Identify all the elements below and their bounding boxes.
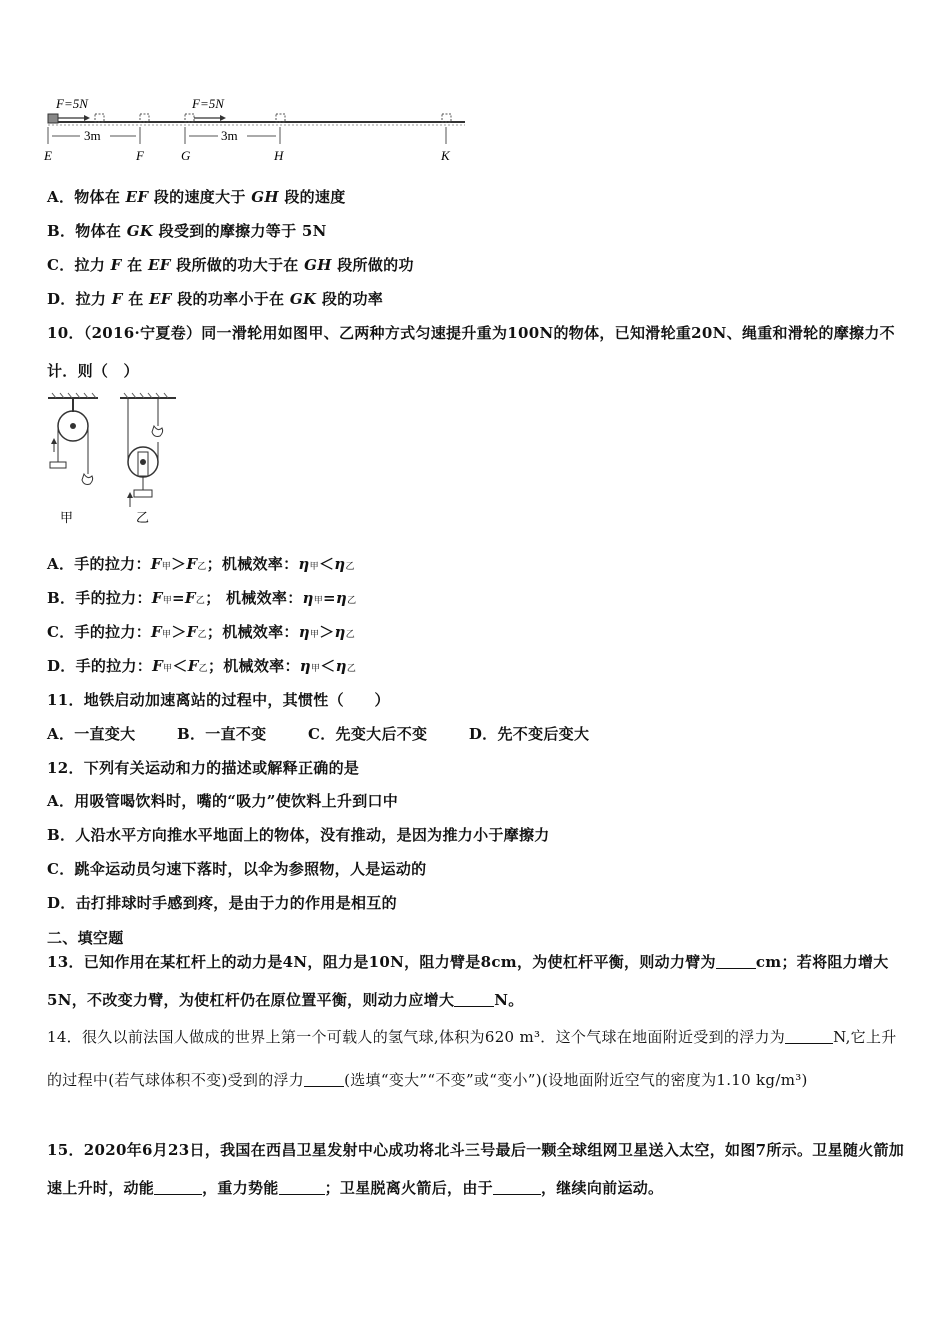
force-label-2: F=5N xyxy=(192,96,224,111)
point-h: H xyxy=(274,148,284,163)
q13: 13．已知作用在某杠杆上的动力是4N，阻力是10N，阻力臂是8cm，为使杠杆平衡，则动力臂为 cm；若将阻力增大5N，不改变力臂，为使杠杆仍在原位置平衡，则动力应增大 N。 xyxy=(47,953,889,1009)
q12-option-d: D．击打排球时手感到疼，是由于力的作用是相互的 xyxy=(47,894,397,912)
q10-option-d: D．手的拉力：F甲＜F乙；机械效率：η甲＜η乙 xyxy=(47,657,357,675)
q11-option-a: A．一直变大 xyxy=(47,725,136,743)
point-g: G xyxy=(181,148,191,163)
q15: 15．2020年6月23日，我国在西昌卫星发射中心成功将北斗三号最后一颗全球组网卫星送入太空，如图7所示。卫星随火箭加速上升时，动能 ，重力势能 ；卫星脱离火箭后，由于 ，继续向前运动。 xyxy=(47,1141,905,1197)
block-e xyxy=(48,114,58,123)
point-e: E xyxy=(44,148,52,163)
q10-option-c: C．手的拉力：F甲＞F乙；机械效率：η甲＞η乙 xyxy=(47,623,356,641)
section-heading: 二、填空题 xyxy=(47,929,124,947)
label-yi: 乙 xyxy=(136,510,150,525)
pulley-diagram xyxy=(44,392,184,530)
distance-label-1: 3m xyxy=(84,128,101,143)
force-label-1: F=5N xyxy=(56,96,88,111)
q12-option-c: C．跳伞运动员匀速下落时，以伞为参照物，人是运动的 xyxy=(47,860,427,878)
q11-option-b: B．一直不变 xyxy=(176,725,267,743)
q9-option-c: C．拉力 F 在 EF 段所做的功大于在 GH 段所做的功 xyxy=(47,256,414,274)
q11-options xyxy=(47,723,625,744)
q11-stem: 11．地铁启动加速离站的过程中，其惯性（ ） xyxy=(47,691,390,709)
point-k: K xyxy=(441,148,450,163)
q14: 14．很久以前法国人做成的世界上第一个可载人的氢气球,体积为620 m³．这个气球在地面附近受到的浮力为 N,它上升的过程中(若气球体积不变)受到的浮力 (选填“变大”“不变”或“变小”)(设地面附近空气的密度为1.10 kg/m³) xyxy=(47,1028,897,1089)
q12-option-a: A．用吸管喝饮料时，嘴的“吸力”使饮料上升到口中 xyxy=(47,792,399,810)
q12-stem: 12．下列有关运动和力的描述或解释正确的是 xyxy=(47,759,360,777)
q12-option-b: B．人沿水平方向推水平地面上的物体，没有推动，是因为推力小于摩擦力 xyxy=(47,826,550,844)
q9-option-a: A．物体在 EF 段的速度大于 GH 段的速度 xyxy=(47,188,346,206)
point-f: F xyxy=(136,148,144,163)
q10-stem: 10．（2016·宁夏卷）同一滑轮用如图甲、乙两种方式匀速提升重为100N的物体，已知滑轮重20N、绳重和滑轮的摩擦力不计．则（ ） xyxy=(47,324,895,380)
q10-option-a: A．手的拉力：F甲＞F乙；机械效率：η甲＜η乙 xyxy=(47,555,355,573)
label-jia: 甲 xyxy=(60,510,74,525)
track-diagram xyxy=(40,92,470,164)
distance-label-2: 3m xyxy=(221,128,238,143)
q10-option-b: B．手的拉力：F甲=F乙； 机械效率：η甲=η乙 xyxy=(47,589,357,607)
q11-option-c: C．先变大后不变 xyxy=(308,725,428,743)
q11-option-d: D．先不变后变大 xyxy=(468,725,590,743)
q9-option-d: D．拉力 F 在 EF 段的功率小于在 GK 段的功率 xyxy=(47,290,384,308)
q9-option-b: B．物体在 GK 段受到的摩擦力等于 5N xyxy=(47,222,327,240)
block-g xyxy=(185,114,194,122)
